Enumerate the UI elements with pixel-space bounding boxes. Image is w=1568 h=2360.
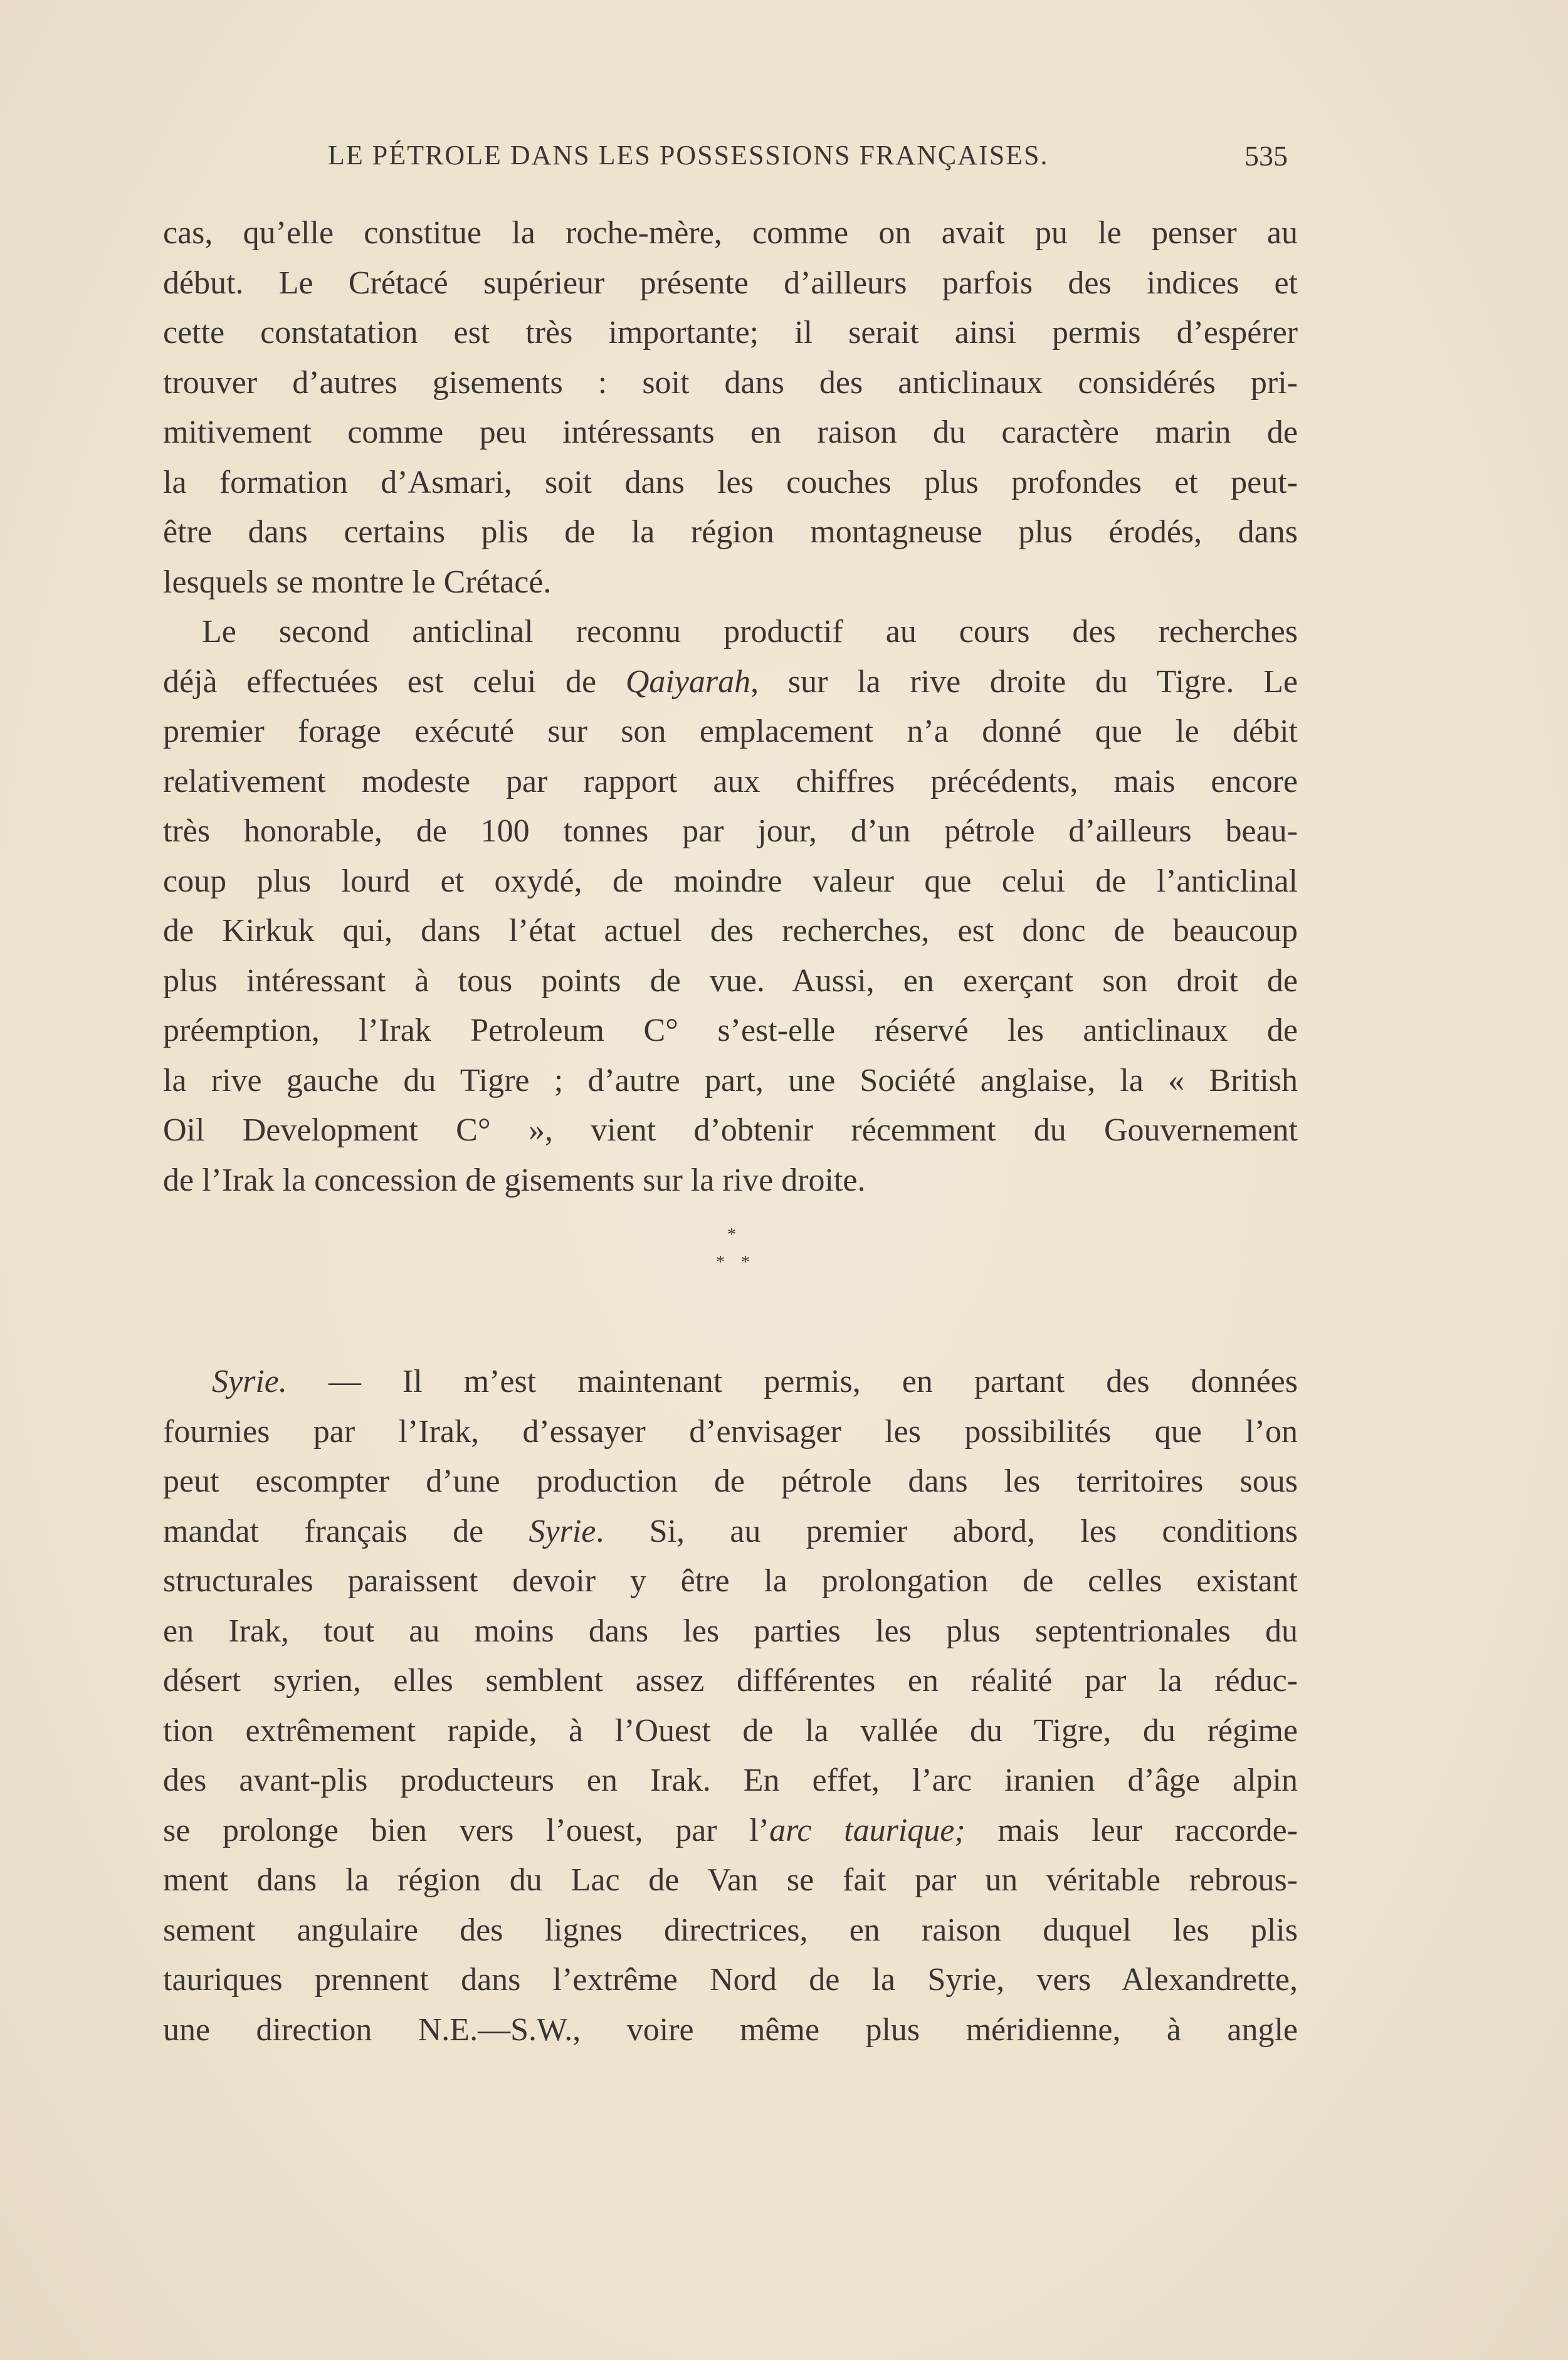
text-line bbox=[163, 308, 1298, 358]
text-line bbox=[163, 358, 1298, 408]
text-segment: tion extrêmement rapide, à l’Ouest de la vallée du Tigre, du régime bbox=[163, 1712, 1298, 1749]
text-segment: Oil Development C° », vient d’obtenir récemment du Gouvernement bbox=[163, 1112, 1298, 1148]
text-line bbox=[163, 806, 1298, 856]
star-mark: * bbox=[727, 1225, 736, 1245]
text-line bbox=[163, 607, 1298, 657]
text-line bbox=[163, 1855, 1298, 1905]
text-segment: — Il m’est maintenant permis, en partant des données bbox=[287, 1364, 1298, 1399]
text-segment: une direction N.E.—S.W., voire même plus méridienne, à angle bbox=[163, 2011, 1298, 2048]
text-segment: sement angulaire des lignes directrices, en raison duquel les plis bbox=[163, 1912, 1298, 1948]
italic-term: Syrie. bbox=[212, 1364, 287, 1399]
text-line bbox=[163, 557, 1298, 608]
star-mark: * bbox=[741, 1253, 750, 1272]
text-line bbox=[163, 1105, 1298, 1156]
body-text bbox=[163, 208, 1298, 2055]
text-line bbox=[163, 1006, 1298, 1056]
text-line bbox=[163, 1656, 1298, 1706]
section-separator bbox=[163, 1226, 1298, 1326]
text-segment: lesquels se montre le Crétacé. bbox=[163, 564, 552, 600]
text-segment: la formation d’Asmari, soit dans les couches plus profondes et peut- bbox=[163, 464, 1298, 500]
text-line bbox=[163, 657, 1298, 707]
text-line bbox=[163, 1606, 1298, 1657]
text-segment: déjà effectuées est celui de bbox=[163, 663, 626, 700]
text-line bbox=[163, 1056, 1298, 1106]
page-number: 535 bbox=[1244, 140, 1288, 172]
text-segment: premier forage exécuté sur son emplacement n’a donné que le débit bbox=[163, 714, 1298, 749]
text-segment: . Si, au premier abord, les conditions bbox=[596, 1513, 1298, 1549]
text-segment: de Kirkuk qui, dans l’état actuel des recherches, est donc de beaucoup bbox=[163, 913, 1298, 949]
italic-term: Qaiyarah bbox=[625, 663, 751, 700]
text-segment: se prolonge bien vers l’ouest, par l’ bbox=[163, 1812, 770, 1848]
text-segment: mais leur raccorde- bbox=[965, 1812, 1298, 1848]
text-segment: fournies par l’Irak, d’essayer d’envisager les possibilités que l’on bbox=[163, 1413, 1298, 1450]
paragraph bbox=[163, 1357, 1298, 2055]
text-segment: tauriques prennent dans l’extrême Nord de la Syrie, vers Alexandrette, bbox=[163, 1962, 1298, 1998]
text-segment: ment dans la région du Lac de Van se fait par un véritable rebrous- bbox=[163, 1862, 1298, 1898]
text-segment: peut escompter d’une production de pétrole dans les territoires sous bbox=[163, 1463, 1298, 1499]
text-segment: être dans certains plis de la région montagneuse plus érodés, dans bbox=[163, 514, 1298, 550]
text-line bbox=[163, 1706, 1298, 1756]
text-segment: cas, qu’elle constitue la roche-mère, comme on avait pu le penser au bbox=[163, 215, 1298, 251]
text-line bbox=[163, 956, 1298, 1006]
text-line bbox=[163, 1556, 1298, 1606]
text-segment: début. Le Crétacé supérieur présente d’ailleurs parfois des indices et bbox=[163, 265, 1298, 301]
text-line bbox=[163, 1905, 1298, 1956]
text-line bbox=[163, 258, 1298, 308]
text-line bbox=[163, 707, 1298, 757]
text-line bbox=[163, 2005, 1298, 2055]
text-line bbox=[163, 1156, 1298, 1206]
text-segment: coup plus lourd et oxydé, de moindre valeur que celui de l’anticlinal bbox=[163, 863, 1298, 899]
text-segment: de l’Irak la concession de gisements sur la rive droite. bbox=[163, 1162, 866, 1198]
text-segment: Le second anticlinal reconnu productif au cours des recherches bbox=[202, 614, 1298, 650]
star-mark: * bbox=[716, 1253, 725, 1272]
running-title: LE PÉTROLE DANS LES POSSESSIONS FRANÇAISES. bbox=[328, 140, 1049, 171]
text-line bbox=[163, 208, 1298, 258]
text-line bbox=[163, 1955, 1298, 2005]
text-line bbox=[163, 408, 1298, 458]
text-segment: préemption, l’Irak Petroleum C° s’est-elle réservé les anticlinaux de bbox=[163, 1013, 1298, 1048]
text-segment: très honorable, de 100 tonnes par jour, d’un pétrole d’ailleurs beau- bbox=[163, 813, 1298, 849]
text-segment: mitivement comme peu intéressants en raison du caractère marin de bbox=[163, 414, 1298, 450]
text-line bbox=[163, 1806, 1298, 1856]
text-line bbox=[163, 1756, 1298, 1806]
text-segment: des avant-plis producteurs en Irak. En effet, l’arc iranien d’âge alpin bbox=[163, 1762, 1298, 1798]
text-segment: trouver d’autres gisements : soit dans des anticlinaux considérés pri- bbox=[163, 364, 1298, 401]
text-segment: cette constatation est très importante; il serait ainsi permis d’espérer bbox=[163, 315, 1298, 350]
text-line bbox=[163, 1407, 1298, 1457]
italic-term: arc taurique; bbox=[769, 1812, 966, 1848]
text-line bbox=[163, 507, 1298, 557]
paragraph bbox=[163, 208, 1298, 607]
text-segment: désert syrien, elles semblent assez différentes en réalité par la réduc- bbox=[163, 1663, 1298, 1699]
text-segment: plus intéressant à tous points de vue. Aussi, en exerçant son droit de bbox=[163, 962, 1298, 999]
text-segment: structurales paraissent devoir y être la prolongation de celles existant bbox=[163, 1563, 1298, 1599]
text-line bbox=[163, 856, 1298, 907]
text-line bbox=[163, 458, 1298, 508]
paragraph bbox=[163, 607, 1298, 1205]
text-line bbox=[163, 1357, 1298, 1407]
text-segment: la rive gauche du Tigre ; d’autre part, une Société anglaise, la « British bbox=[163, 1062, 1298, 1098]
text-segment: relativement modeste par rapport aux chiffres précédents, mais encore bbox=[163, 763, 1298, 799]
text-segment: en Irak, tout au moins dans les parties les plus septentrionales du bbox=[163, 1613, 1298, 1649]
text-line bbox=[163, 1507, 1298, 1557]
italic-term: Syrie bbox=[529, 1513, 596, 1549]
text-line bbox=[163, 757, 1298, 807]
text-line bbox=[163, 1457, 1298, 1507]
text-segment: mandat français de bbox=[163, 1513, 529, 1549]
text-line bbox=[163, 906, 1298, 956]
text-segment: , sur la rive droite du Tigre. Le bbox=[750, 663, 1298, 700]
